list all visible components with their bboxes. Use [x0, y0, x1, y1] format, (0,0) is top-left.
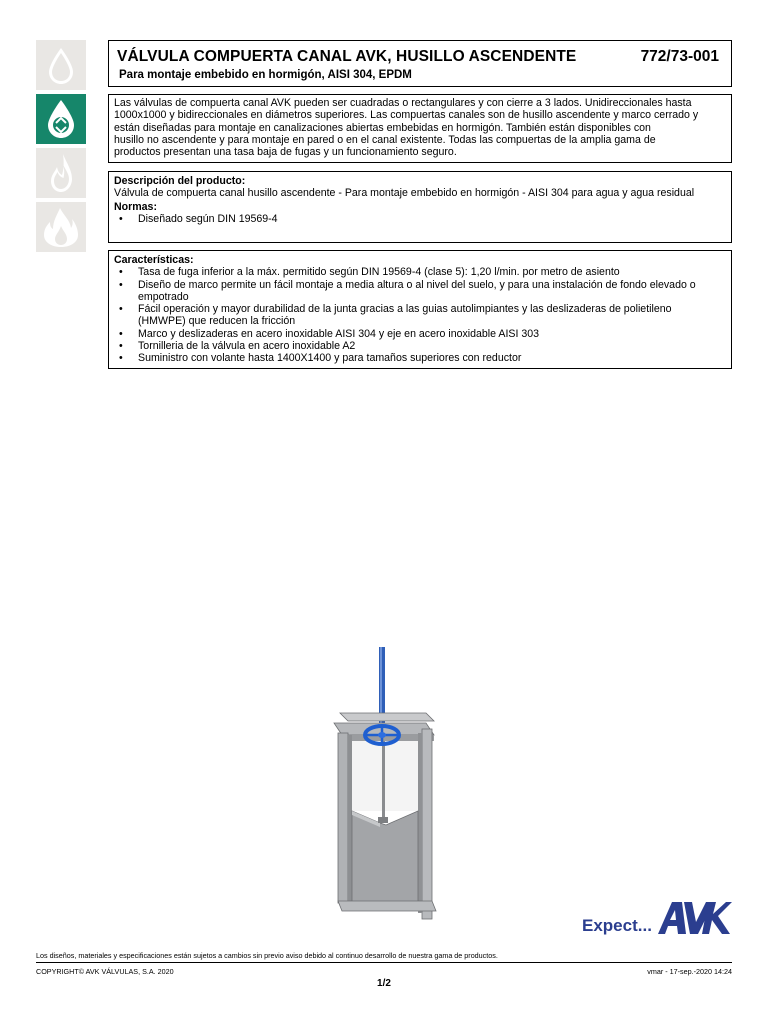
- norm-item: • Diseñado según DIN 19569-4: [114, 213, 726, 225]
- feature-line: Diseño de marco permite un fácil montaje a media altura o al nivel del suelo, y para una instalación de fondo elevado o: [138, 278, 696, 291]
- logo-tagline: Expect...: [582, 916, 652, 935]
- water-drop-icon: [36, 40, 86, 90]
- footer-date: vmar - 17-sep.-2020 14:24: [647, 967, 732, 976]
- page-subtitle: Para montaje embebido en hormigón, AISI 304, EPDM: [119, 69, 412, 81]
- features-box: [108, 250, 732, 369]
- feature-line: Marco y deslizaderas en acero inoxidable AISI 304 y eje en acero inoxidable AISI 303: [138, 327, 540, 340]
- intro-text: [109, 95, 731, 158]
- page-title: VÁLVULA COMPUERTA CANAL AVK, HUSILLO ASCENDENTE: [117, 48, 577, 65]
- norms-label: Normas:: [114, 200, 157, 213]
- product-code: 772/73-001: [640, 48, 719, 65]
- description-box: [108, 171, 732, 243]
- avk-logo: [656, 900, 732, 936]
- features-label: Características:: [114, 254, 194, 266]
- logo-brand: AVK: [656, 900, 658, 901]
- feature-line: (HMWPE) que reducen la fricción: [138, 315, 296, 328]
- feature-line: Tornilleria de la válvula en acero inoxidable A2: [138, 340, 356, 353]
- feature-item: [114, 279, 726, 304]
- fire-icon: [36, 202, 86, 252]
- footer-disclaimer: Los diseños, materiales y especificaciones están sujetos a cambios sin previo aviso debido al continuo desarrollo de nuestra gama de productos.: [36, 951, 498, 960]
- feature-line: Fácil operación y mayor durabilidad de la junta gracias a las guias autolimpiantes y las deslizaderas de polietileno: [138, 303, 672, 316]
- title-box: [108, 40, 732, 87]
- feature-item: [114, 303, 726, 328]
- description-text: Válvula de compuerta canal husillo ascendente - Para montaje embebido en hormigón - AISI 304 para agua y agua residual: [114, 187, 695, 200]
- feature-line: Tasa de fuga inferior a la máx. permitido según DIN 19569-4 (clase 5): 1,20 l/min. por metro de asiento: [138, 266, 620, 279]
- intro-line: husillo no ascendente y para montaje en pared o en el canal existente. Todas las compuertas de la amplia gama de: [114, 133, 656, 146]
- intro-line: Las válvulas de compuerta canal AVK pueden ser cuadradas o rectangulares y con cierre a 3 lados. Unidireccionales hasta: [114, 97, 692, 109]
- feature-item: [114, 340, 726, 352]
- page-number: 1/2: [377, 978, 391, 989]
- intro-line: 1000x1000 y bidireccionales en diámetros superiores. Las compuertas canales son de husillo ascendente y marco cerrado y: [114, 109, 699, 122]
- footer-divider: [36, 962, 732, 963]
- gas-flame-icon: [36, 148, 86, 198]
- norms-list: [114, 213, 726, 225]
- feature-item: [114, 266, 726, 278]
- footer-copyright: COPYRIGHT© AVK VÁLVULAS, S.A. 2020: [36, 967, 174, 976]
- intro-box: [108, 94, 732, 163]
- intro-line: productos presentan una tasa baja de fugas y un funcionamiento seguro.: [114, 146, 457, 159]
- feature-item: [114, 352, 726, 364]
- feature-item: [114, 328, 726, 340]
- features-list: [114, 266, 726, 364]
- product-image: [308, 643, 468, 933]
- feature-line: Suministro con volante hasta 1400X1400 y para tamaños superiores con reductor: [138, 352, 522, 365]
- intro-line: están diseñadas para montaje en canalizaciones abiertas embebidas en hormigón. También están disponibles con: [114, 121, 651, 134]
- description-label: Descripción del producto:: [114, 175, 246, 187]
- feature-line: empotrado: [138, 290, 189, 303]
- wastewater-recycle-icon: [36, 94, 86, 144]
